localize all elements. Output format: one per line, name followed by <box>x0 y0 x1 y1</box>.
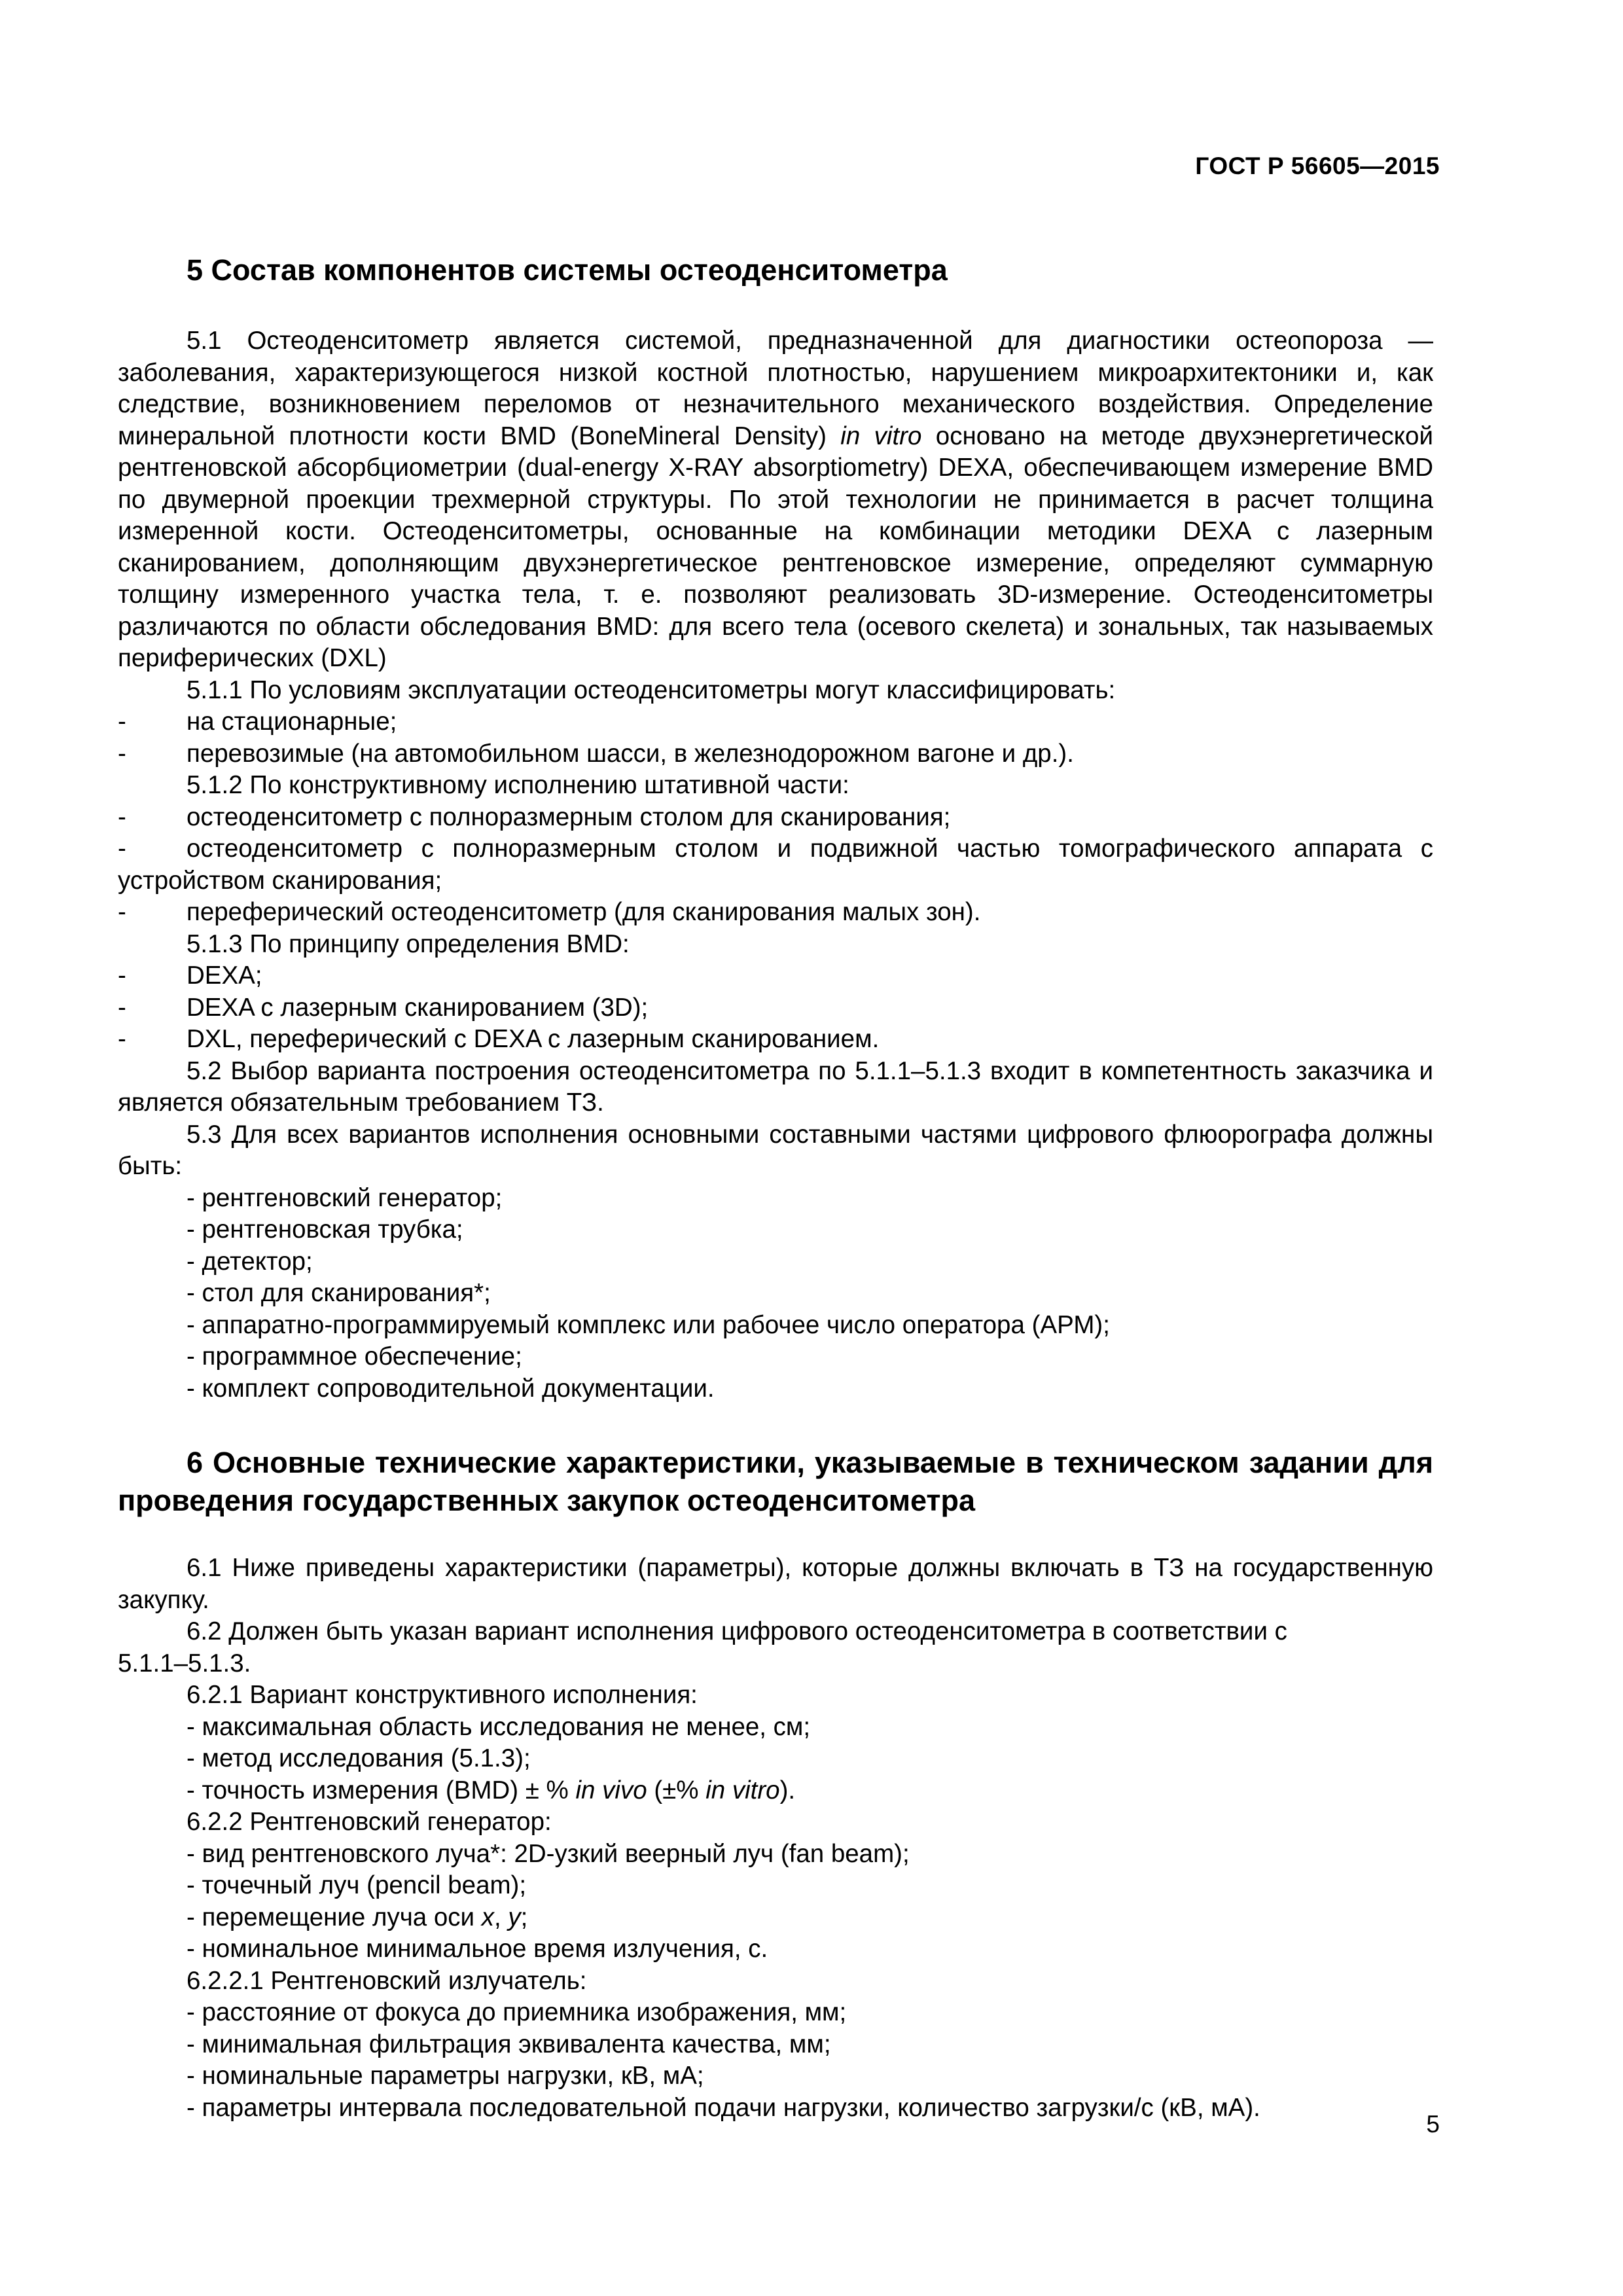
paragraph-5-2: 5.2 Выбор варианта построения остеоденситометра по 5.1.1–5.1.3 входит в компетентность заказчика и является обязательным требованием ТЗ. <box>118 1056 1433 1117</box>
paragraph-5-1-2: 5.1.2 По конструктивному исполнению штативной части: <box>187 771 849 799</box>
list-item: - перевозимые (на автомобильном шасси, в железнодорожном вагоне и др.). <box>118 739 1074 768</box>
paragraph-6-2-2: 6.2.2 Рентгеновский генератор: <box>187 1808 552 1836</box>
list-item: - комплект сопроводительной документации. <box>187 1374 715 1403</box>
list-item: - стол для сканирования*; <box>187 1279 491 1307</box>
list-item: - остеоденситометр с полноразмерным столом и подвижной частью томографического аппарата с устройством сканирования; <box>118 834 1433 895</box>
paragraph-5-3: 5.3 Для всех вариантов исполнения основными составными частями цифрового флюорографа должны быть: <box>118 1120 1433 1180</box>
paragraph-6-2-2-1: 6.2.2.1 Рентгеновский излучатель: <box>187 1966 587 1995</box>
paragraph-6-1: 6.1 Ниже приведены характеристики (параметры), которые должны включать в ТЗ на государственную закупку. <box>118 1554 1433 1614</box>
list-item: - программное обеспечение; <box>187 1342 522 1371</box>
list-item: - детектор; <box>187 1247 313 1276</box>
section-6-heading: 6 Основные технические характеристики, указываемые в техническом задании для проведения государственных закупок остеоденситометра <box>118 1446 1433 1517</box>
paragraph-5-1-3: 5.1.3 По принципу определения BMD: <box>187 929 630 958</box>
list-item: - аппаратно-программируемый комплекс или рабочее число оператора (АРМ); <box>187 1310 1110 1339</box>
page-number: 5 <box>1426 2111 1440 2138</box>
list-item: - DEXA; <box>118 961 262 990</box>
list-item: - вид рентгеновского луча*: 2D-узкий веерный луч (fan beam); <box>187 1839 910 1868</box>
list-item: - метод исследования (5.1.3); <box>187 1744 531 1772</box>
paragraph-6-2-1: 6.2.1 Вариант конструктивного исполнения: <box>187 1681 698 1709</box>
document-header: ГОСТ Р 56605—2015 <box>1195 152 1440 179</box>
list-item: - DEXA с лазерным сканированием (3D); <box>118 993 649 1022</box>
list-item: - рентгеновская трубка; <box>187 1215 463 1244</box>
list-item: - переферический остеоденситометр (для сканирования малых зон). <box>118 898 981 926</box>
list-item: - минимальная фильтрация эквивалента качества, мм; <box>187 2030 831 2058</box>
list-item: - номинальные параметры нагрузки, кВ, мА; <box>187 2062 704 2090</box>
list-item: - расстояние от фокуса до приемника изображения, мм; <box>187 1998 847 2026</box>
paragraph-5-1: 5.1 Остеоденситометр является системой, предназначенной для диагностики остеопороза — заболевания, характеризующегося низкой костной плотностью, нарушением микроархитектоники и, как следствие, возникновением переломов от незначительного механического воздействия. Определение минеральной плотности кости BMD (BoneMineral Density) in vitro основано на методе двухэнергетической рентгеновской абсорбциометрии (dual-energy X-RAY absorptiometry) DEXA, обеспечивающем измерение BMD по двумерной проекции трехмерной структуры. По этой технологии не принимается в расчет толщина измеренной кости. Остеоденситометры, основанные на комбинации методики DEXA с лазерным сканированием, дополняющим двухэнергетическое рентгеновское измерение, определяют суммарную толщину измеренного участка тела, т. е. позволяют реализовать 3D-измерение. Остеоденситометры различаются по области обследования BMD: для всего тела (осевого скелета) и зональных, так называемых периферических (DXL) <box>118 327 1433 672</box>
section-5-heading: 5 Состав компонентов системы остеоденситометра <box>187 253 948 287</box>
list-item: - DXL, переферический с DEXA с лазерным сканированием. <box>118 1025 880 1053</box>
list-item: - точечный луч (pencil beam); <box>187 1871 527 1899</box>
list-item: - на стационарные; <box>118 708 397 736</box>
paragraph-5-1-1: 5.1.1 По условиям эксплуатации остеоденситометры могут классифицировать: <box>187 675 1116 704</box>
list-item: - параметры интервала последовательной подачи нагрузки, количество загрузки/с (кВ, мА). <box>187 2093 1260 2122</box>
paragraph-6-2: 6.2 Должен быть указан вариант исполнения цифрового остеоденситометра в соответствии с <box>187 1617 1287 1645</box>
list-item: - точность измерения (BMD) ± % in vivo (±% in vitro). <box>187 1776 796 1804</box>
page-content <box>118 252 1433 2124</box>
list-item: - перемещение луча оси x, y; <box>187 1903 528 1931</box>
list-item: - номинальное минимальное время излучения, с. <box>187 1935 768 1963</box>
list-item: - остеоденситометр с полноразмерным столом для сканирования; <box>118 802 951 831</box>
list-item: - максимальная область исследования не менее, см; <box>187 1712 811 1741</box>
paragraph-6-2-continued: 5.1.1–5.1.3. <box>118 1649 251 1677</box>
list-item: - рентгеновский генератор; <box>187 1183 503 1212</box>
